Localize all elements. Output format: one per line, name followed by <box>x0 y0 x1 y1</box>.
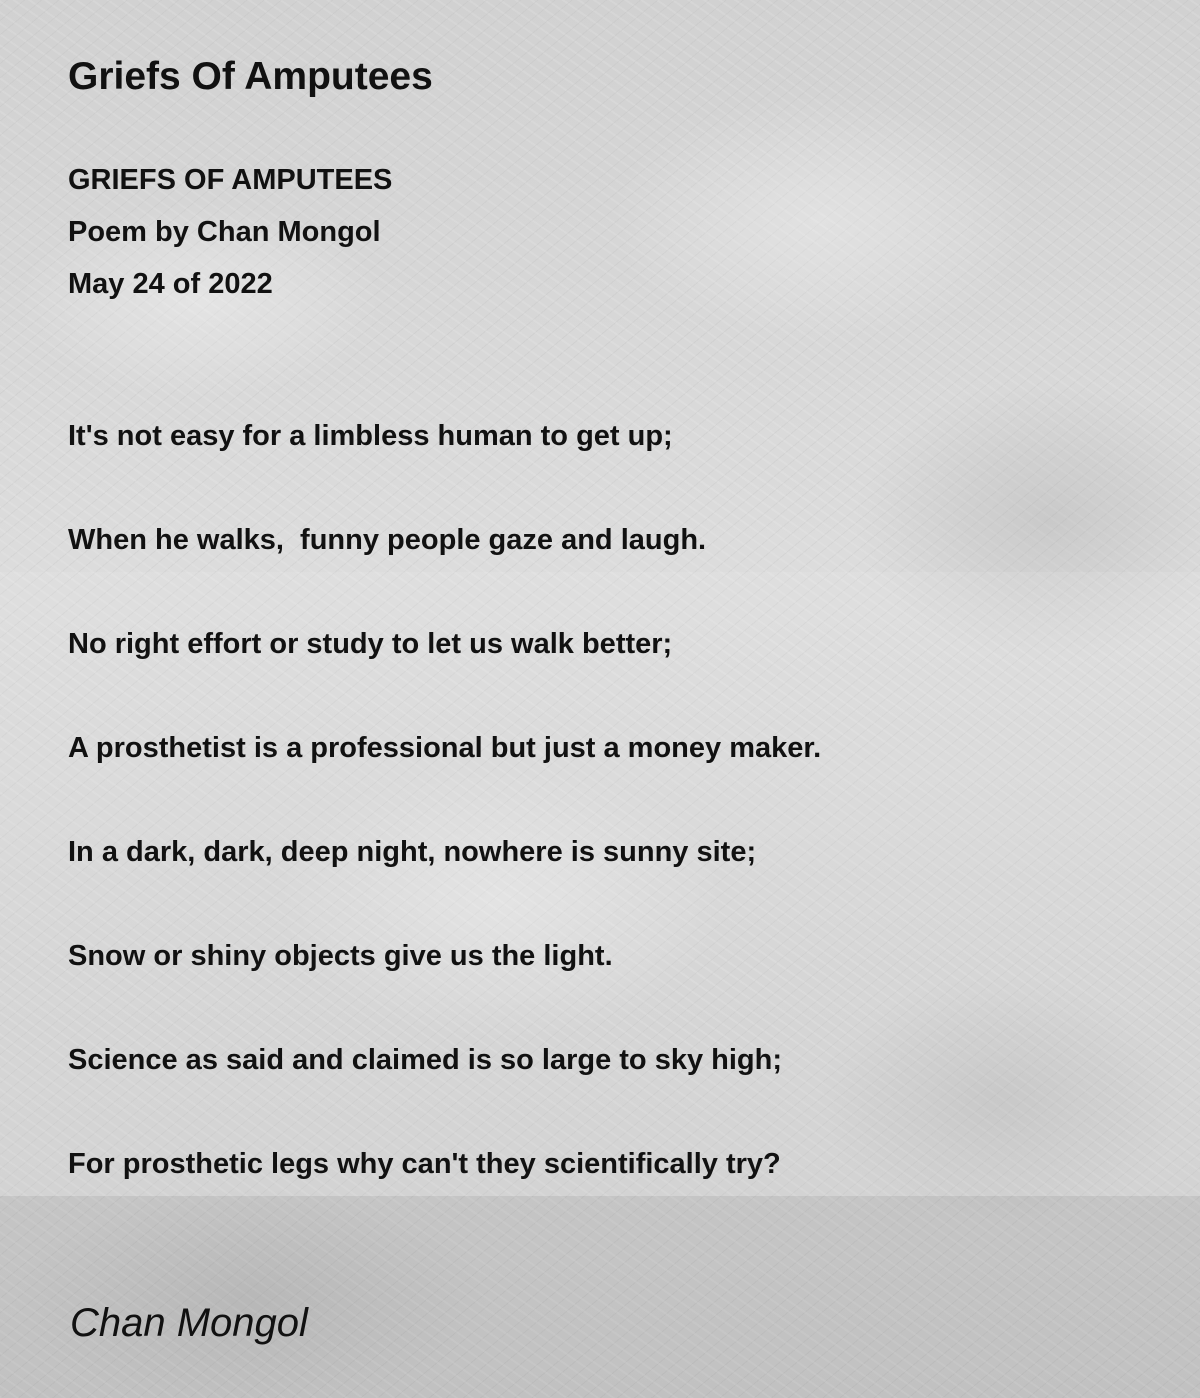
poem-line: A prosthetist is a professional but just a money maker. <box>68 732 822 764</box>
poem-line: No right effort or study to let us walk better; <box>68 628 673 660</box>
poem-title: Griefs Of Amputees <box>68 55 433 98</box>
poem-line: Snow or shiny objects give us the light. <box>68 940 613 972</box>
poem-line: Science as said and claimed is so large to sky high; <box>68 1044 782 1076</box>
poem-author-signature: Chan Mongol <box>70 1301 308 1345</box>
poem-body <box>68 410 821 1242</box>
poem-header <box>68 154 392 310</box>
poem-byline: Poem by Chan Mongol <box>68 216 381 248</box>
poem-line: In a dark, dark, deep night, nowhere is sunny site; <box>68 836 757 868</box>
poem-line: When he walks, funny people gaze and laugh. <box>68 524 707 556</box>
poem-date: May 24 of 2022 <box>68 268 273 300</box>
poem-line: For prosthetic legs why can't they scientifically try? <box>68 1148 781 1180</box>
poem-heading: GRIEFS OF AMPUTEES <box>68 164 393 196</box>
poem-line: It's not easy for a limbless human to get up; <box>68 420 673 452</box>
